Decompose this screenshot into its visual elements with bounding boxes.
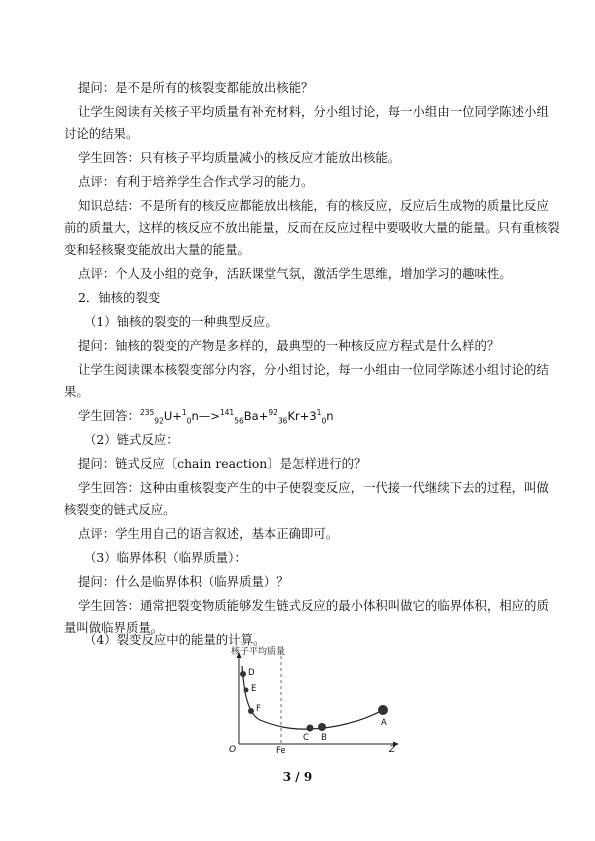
subheading-critical-volume: （3）临界体积（临界质量）： [84,550,247,565]
nucleon-mass-figure [215,644,405,759]
subheading-typical-reaction: （1）铀核的裂变的一种典型反应。 [84,314,278,329]
paragraph-2-line-1: 让学生阅读有关核子平均质量有补充材料，分小组讨论，每一小组由一位同学陈述小组 [78,104,549,119]
answer-4-line-2: 量叫做临界质量。 [64,620,164,635]
point-c-label: C [303,733,309,743]
comment-1: 点评：有利于培养学生合作式学习的能力。 [78,174,314,189]
comment-3: 点评：学生用自己的语言叙述，基本正确即可。 [78,526,339,541]
fission-equation: $^{235}_{92}U+^1_0n—>^{141}_{56}Ba+^{92}_{36}Kr+3^1_0n$ [139,408,334,426]
subheading-chain-reaction: （2）链式反应： [84,432,179,447]
point-b-label: B [321,733,327,743]
summary-line-2: 前的质量大，这样的核反应不放出能量，反而在反应过程中要吸收大量的能量。只有重核裂 [64,220,560,235]
answer-3-line-2: 核裂变的链式反应。 [64,502,176,517]
point-a-label: A [381,718,387,728]
paragraph-2-line-2: 讨论的结果。 [64,126,139,141]
question-4: 提问：什么是临界体积（临界质量）？ [78,574,289,589]
question-2: 提问：铀核的裂变的产物是多样的，最典型的一种核反应方程式是什么样的？ [78,338,500,353]
figure-origin-label: O [229,745,237,755]
summary-line-3: 变和轻核聚变能放出大量的能量。 [64,242,250,257]
answer-2-equation [78,406,334,426]
figure-ylabel: 核子平均质量 [231,647,286,657]
answer-3-line-1: 学生回答：这种由重核裂变产生的中子使裂变反应，一代接一代继续下去的过程，叫做 [78,480,549,495]
answer-1: 学生回答：只有核子平均质量减小的核反应才能放出核能。 [78,150,401,165]
answer-2-prefix: 学生回答： [78,408,140,423]
nucleon-mass-curve-graphic [215,644,405,759]
point-f-label: F [256,704,261,714]
page-number: 3 / 9 [282,770,313,784]
question-3: 提问：链式反应〔chain reaction〕是怎样进行的？ [78,456,367,471]
point-d-label: D [248,668,255,678]
subheading-energy-calculation: （4）裂变反应中的能量的计算。 [84,632,266,647]
figure-x-end-label: Z [389,745,396,755]
figure-fe-label: Fe [276,746,286,756]
point-e-label: E [251,684,257,694]
question-1: 提问：是不是所有的核裂变都能放出核能？ [78,80,314,95]
summary-line-1: 知识总结：不是所有的核反应都能放出核能，有的核反应，反应后生成物的质量比反应 [78,198,549,213]
paragraph-3-line-1: 让学生阅读课本核裂变部分内容，分小组讨论，每一小组由一位同学陈述小组讨论的结 [78,362,549,377]
comment-2: 点评：个人及小组的竞争，活跃课堂气氛，激活学生思维，增加学习的趣味性。 [78,266,512,281]
paragraph-3-line-2: 果。 [64,384,89,399]
section-heading-uranium-fission: 2．铀核的裂变 [78,290,161,305]
answer-4-line-1: 学生回答：通常把裂变物质能够发生链式反应的最小体积叫做它的临界体积，相应的质 [78,598,549,613]
